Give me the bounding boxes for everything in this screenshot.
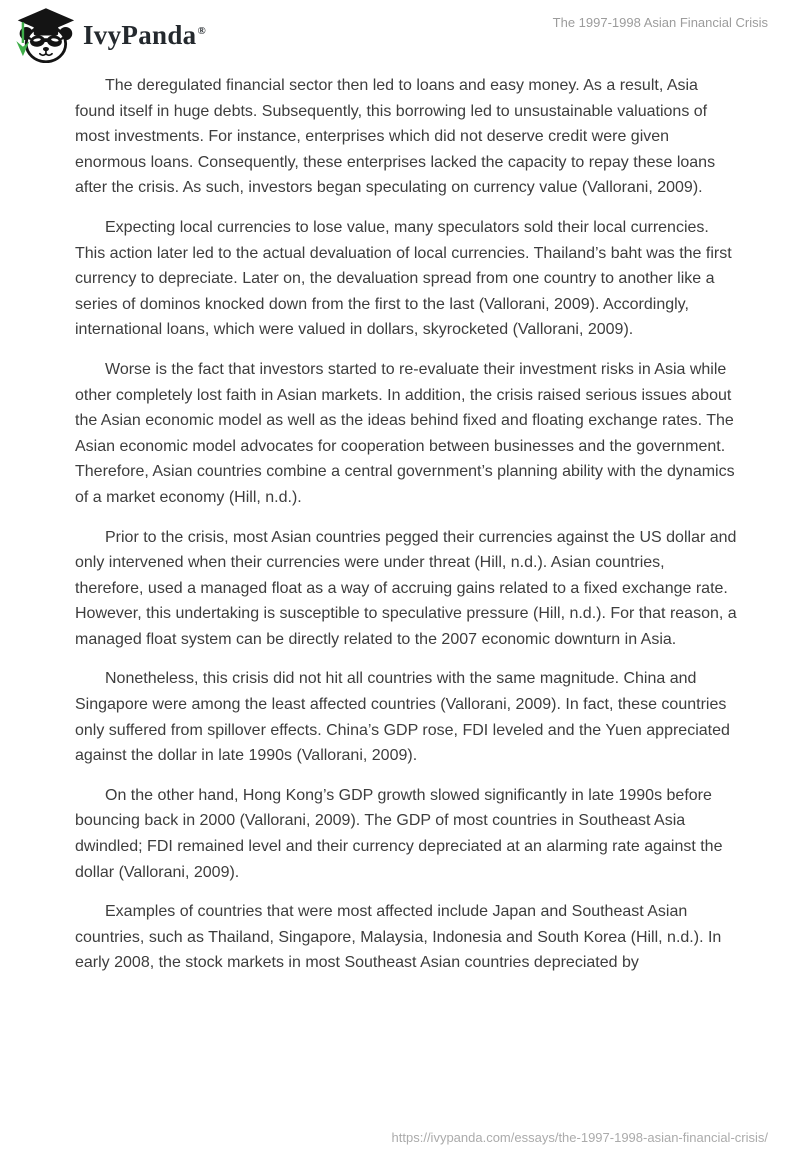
source-url[interactable]: https://ivypanda.com/essays/the-1997-1998-asian-financial-crisis/ xyxy=(391,1130,768,1145)
page-header xyxy=(0,0,800,66)
essay-paragraph: Examples of countries that were most affected include Japan and Southeast Asian countries, such as Thailand, Singapore, Malaysia, Indonesia and South Korea (Hill, n.d.). In early 2008, the stock markets in most Southeast Asian countries depreciated by xyxy=(75,903,722,972)
essay-paragraph: Expecting local currencies to lose value, many speculators sold their local currencies. This action later led to the actual devaluation of local currencies. Thailand’s baht was the first currency to depreciate. Later on, the devaluation spread from one country to another like a series of dominos knocked down from the first to the last (Vallorani, 2009). Accordingly, international loans, which were valued in dollars, skyrocketed (Vallorani, 2009). xyxy=(75,218,732,339)
ivypanda-logo-link[interactable] xyxy=(14,6,206,63)
brand-name xyxy=(83,7,206,63)
document-title: The 1997-1998 Asian Financial Crisis xyxy=(552,15,768,30)
essay-body xyxy=(75,73,737,990)
panda-graduate-icon xyxy=(14,6,76,63)
page-footer xyxy=(392,1130,768,1145)
essay-paragraph: The deregulated financial sector then led to loans and easy money. As a result, Asia found itself in huge debts. Subsequently, this borrowing led to unsustainable valuations of most investments. For instance, enterprises which did not deserve credit were given enormous loans. Consequently, these enterprises lacked the capacity to repay these loans after the crisis. As such, investors began speculating on currency value (Vallorani, 2009). xyxy=(75,77,716,197)
essay-paragraph: Prior to the crisis, most Asian countries pegged their currencies against the US dollar and only intervened when their currencies were under threat (Hill, n.d.). Asian countries, therefore, used a managed float as a way of accruing gains related to a fixed exchange rate. However, this undertaking is susceptible to speculative pressure (Hill, n.d.). For that reason, a managed float system can be directly related to the 2007 economic downturn in Asia. xyxy=(75,528,737,648)
registered-mark: ® xyxy=(197,24,206,37)
essay-paragraph: On the other hand, Hong Kong’s GDP growth slowed significantly in late 1990s before bouncing back in 2000 (Vallorani, 2009). The GDP of most countries in Southeast Asia dwindled; FDI remained level and their currency depreciated at an alarming rate against the dollar (Vallorani, 2009). xyxy=(75,786,723,881)
brand-text: IvyPanda xyxy=(83,19,197,50)
essay-paragraph: Worse is the fact that investors started to re-evaluate their investment risks in Asia while other completely lost faith in Asian markets. In addition, the crisis raised serious issues about the Asian economic model as well as the ideas behind fixed and floating exchange rates. The Asian economic model advocates for cooperation between businesses and the government. Therefore, Asian countries combine a central government’s planning ability with the dynamics of a market economy (Hill, n.d.). xyxy=(75,360,735,506)
essay-paragraph: Nonetheless, this crisis did not hit all countries with the same magnitude. China and Singapore were among the least affected countries (Vallorani, 2009). In fact, these countries only suffered from spillover effects. China’s GDP rose, FDI leveled and the Yuen appreciated against the dollar in late 1990s (Vallorani, 2009). xyxy=(75,670,730,765)
